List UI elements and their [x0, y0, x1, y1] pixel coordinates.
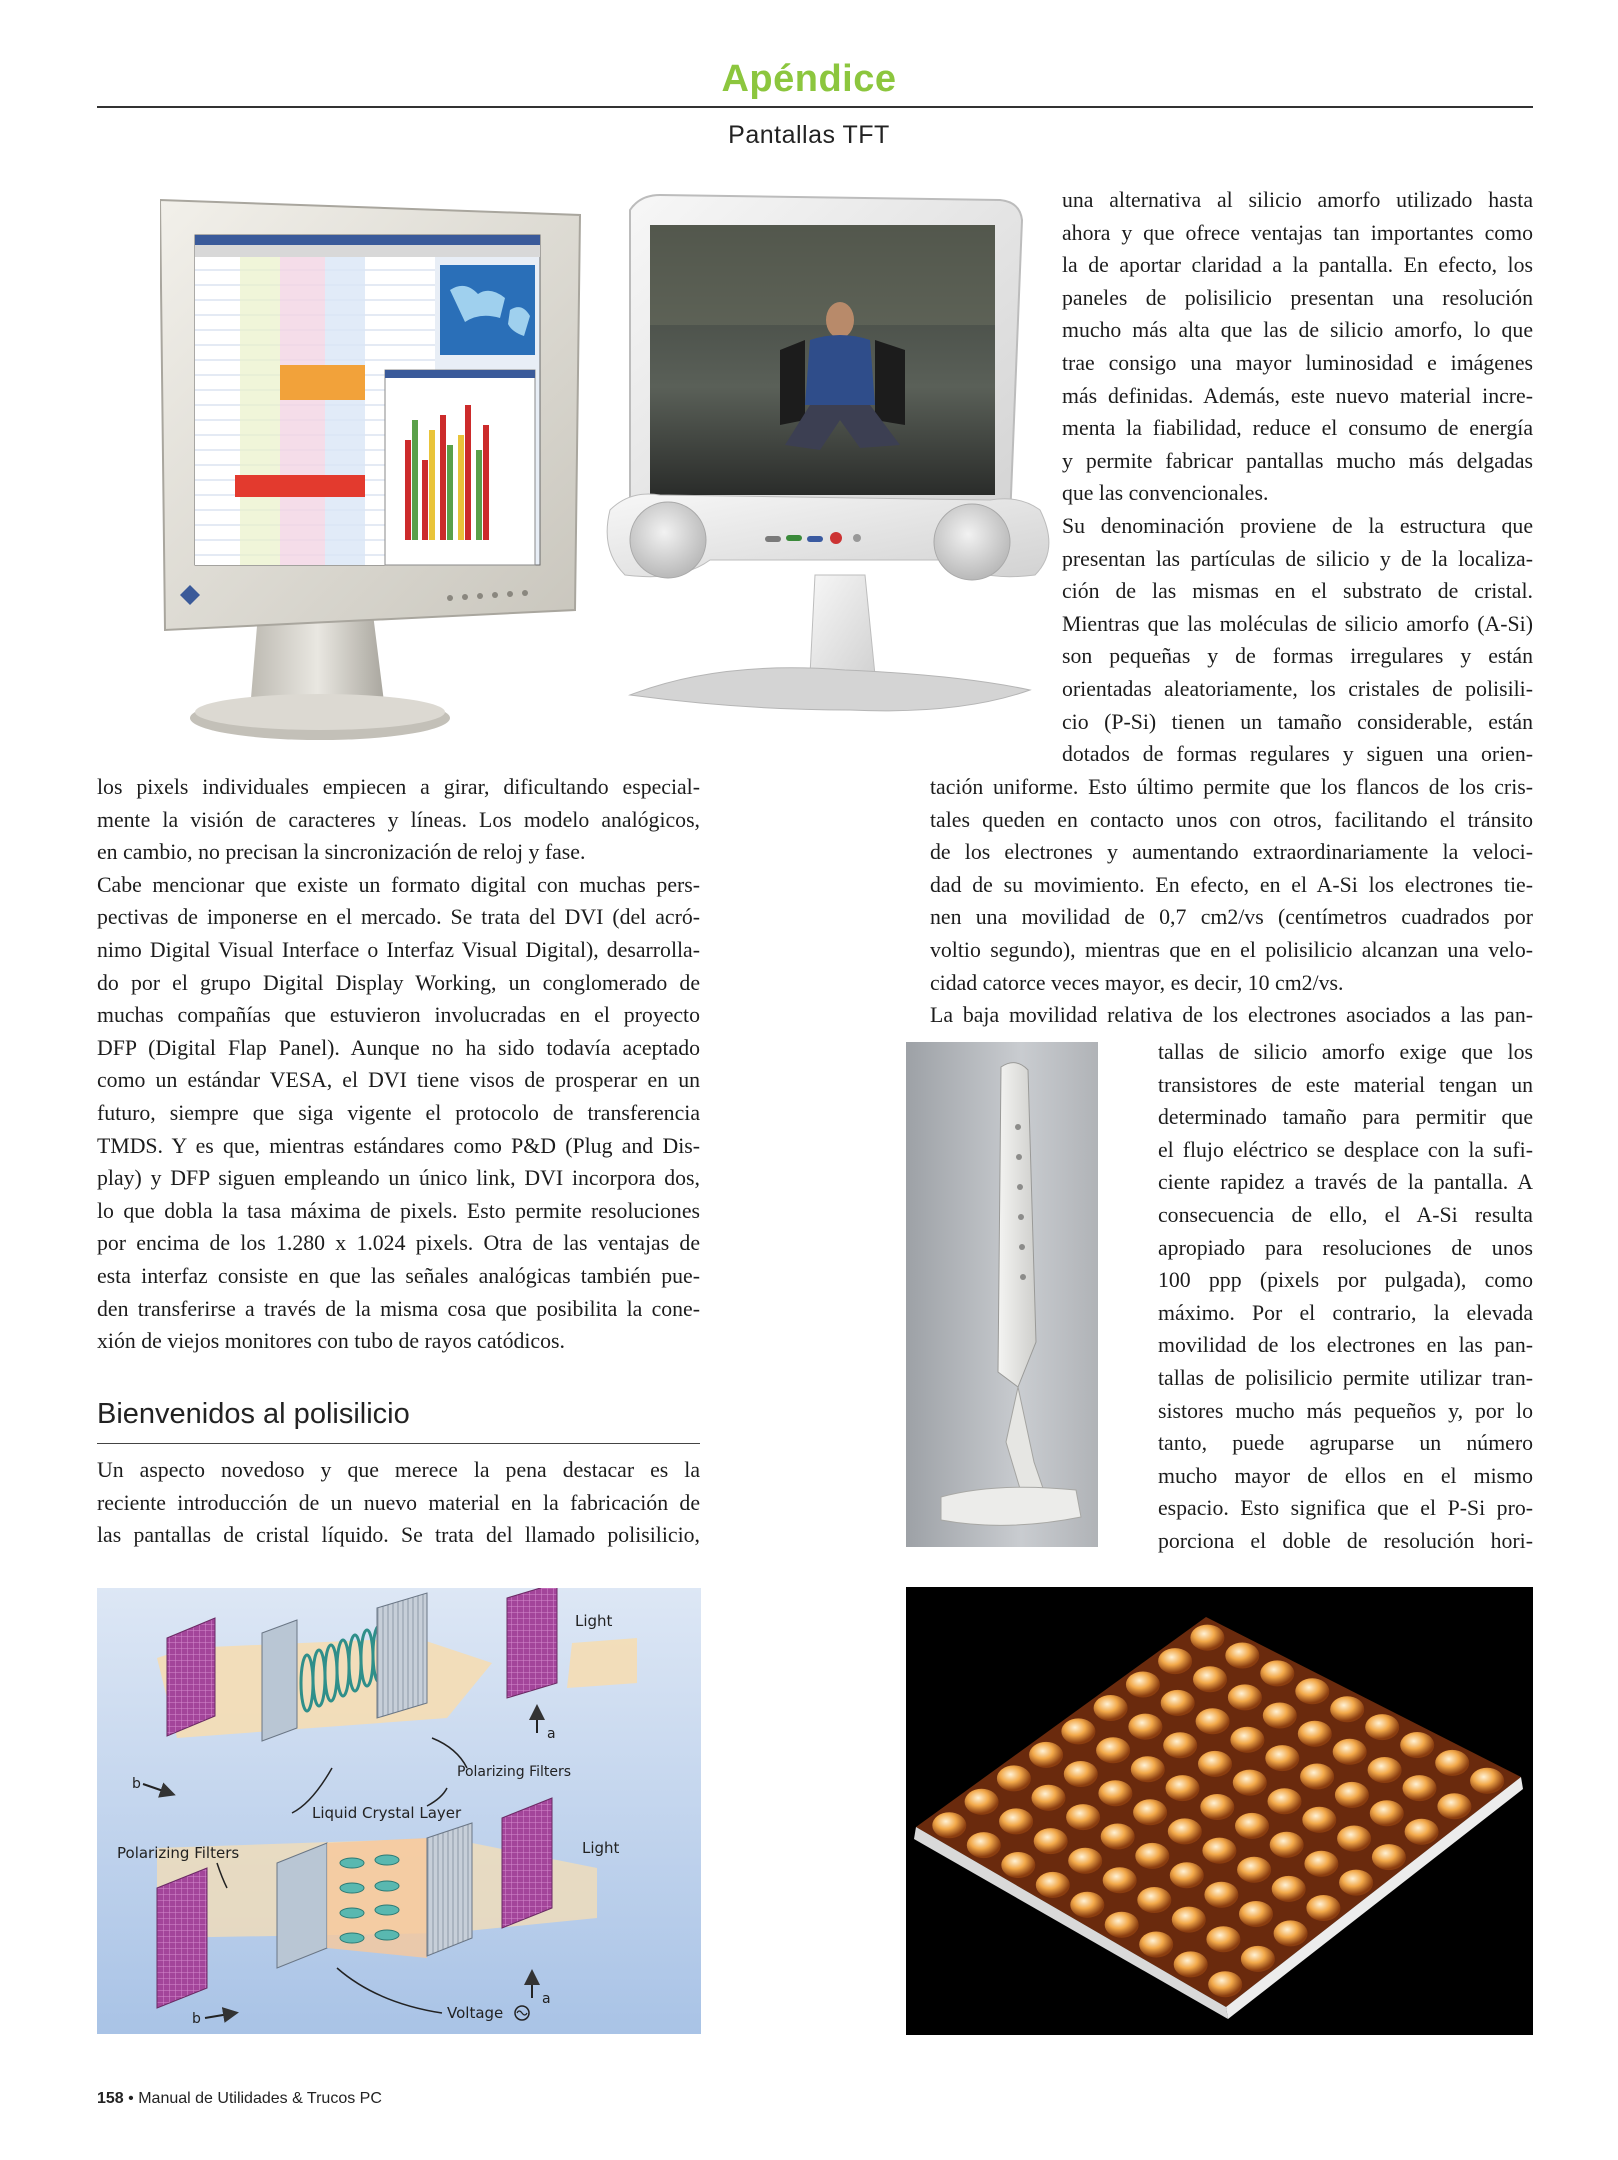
label-polarizing-filters-left: Polarizing Filters [117, 1844, 240, 1862]
monitors-photo [160, 190, 1060, 750]
surface-bump [1237, 1857, 1271, 1883]
text-line: reciente introducción de un nuevo material en la fabricación de [97, 1490, 700, 1515]
surface-bump [1131, 1756, 1165, 1782]
text-line: voltio segundo), mientras que en el polisilicio alcanzan una velo- [930, 937, 1533, 962]
text-line: 100 ppp (pixels por pulgada), como [1158, 1268, 1533, 1293]
label-b-top: b [132, 1776, 141, 1792]
text-line: lo que dobla la tasa máxima de pixels. Esto permite resoluciones [97, 1198, 700, 1223]
surface-bump [1298, 1721, 1332, 1747]
surface-bump [1126, 1672, 1160, 1698]
surface-bump [1174, 1951, 1208, 1977]
polysilicon-surface-image [906, 1587, 1533, 2035]
surface-bump [1190, 1625, 1224, 1651]
text-line: mucho mayor de ellos en el mismo [1158, 1463, 1533, 1488]
footer-bullet: • [128, 2090, 134, 2107]
label-a-bottom: a [542, 1991, 551, 2007]
text-line: den transferirse a través de la misma cosa que posibilita la cone- [97, 1296, 700, 1321]
text-line: ción de las mismas en el substrato de cristal. [1062, 579, 1533, 604]
surface-bump [1061, 1718, 1095, 1744]
surface-bump [1206, 1926, 1240, 1952]
text-line: como un estándar VESA, el DVI tiene visos de prosperar en un [97, 1068, 700, 1093]
surface-bump [1225, 1643, 1259, 1669]
text-line: xión de viejos monitores con tubo de rayos catódicos. [97, 1329, 565, 1354]
text-line: en cambio, no precisan la sincronización de reloj y fase. [97, 840, 586, 865]
surface-bump [1158, 1648, 1192, 1674]
surface-bump [1202, 1838, 1236, 1864]
text-line: menta la fiabilidad, reduce el consumo de energía [1062, 416, 1533, 441]
text-line: las pantallas de cristal líquido. Se trata del llamado polisilicio, [97, 1523, 700, 1548]
surface-bump [1208, 1971, 1242, 1997]
surface-bump [1372, 1844, 1406, 1870]
text-line: mucho más alta que las de silicio amorfo, lo que [1062, 318, 1533, 343]
surface-bump [1064, 1761, 1098, 1787]
text-line: tación uniforme. Esto último permite que los flancos de los cris- [930, 775, 1533, 799]
surface-bump [1193, 1666, 1227, 1692]
text-line: nen una movilidad de 0,7 cm2/vs (centímetros cuadrados por [930, 905, 1533, 930]
surface-bump [967, 1832, 1001, 1858]
surface-bump [1470, 1768, 1504, 1794]
text-line: play) y DFP siguen empleando un único link, DVI incorpora dos, [97, 1166, 700, 1191]
text-line: la de aportar claridad a la pantalla. En efecto, los [1062, 253, 1533, 278]
text-line: Mientras que las moléculas de silicio amorfo (A-Si) [1062, 611, 1533, 636]
text-line: DFP (Digital Flap Panel). Aunque no ha sido todavía aceptado [97, 1035, 700, 1060]
surface-bump [1263, 1703, 1297, 1729]
surface-bump [1135, 1843, 1169, 1869]
text-line: esta interfaz consiste en que las señales analógicas también pue- [97, 1263, 700, 1288]
surface-bump [1133, 1799, 1167, 1825]
surface-bump [1268, 1788, 1302, 1814]
surface-bump [1435, 1750, 1469, 1776]
text-line: La baja movilidad relativa de los electrones asociados a las pan- [930, 1003, 1533, 1028]
text-line: nimo Digital Visual Interface o Interfaz Visual Digital), desarrolla- [97, 937, 700, 962]
section-intro-text [97, 1454, 700, 1552]
text-line: tallas de polisilicio permite utilizar tran- [1158, 1365, 1533, 1390]
text-line: dad de su movimiento. En efecto, en el A-Si los electrones tie- [930, 872, 1533, 897]
surface-bump [1170, 1862, 1204, 1888]
surface-bump [1001, 1852, 1035, 1878]
surface-bump [1370, 1800, 1404, 1826]
surface-bump [1096, 1737, 1130, 1763]
text-line: son pequeñas y de formas irregulares y están [1062, 644, 1533, 669]
lcd-layers-diagram [97, 1588, 701, 2034]
surface-bump [1029, 1742, 1063, 1768]
surface-bump [1066, 1804, 1100, 1830]
surface-bump [1272, 1876, 1306, 1902]
label-voltage: Voltage [447, 2004, 504, 2022]
text-line: determinado tamaño para permitir que [1158, 1105, 1533, 1130]
publication-title: Manual de Utilidades & Trucos PC [138, 2090, 382, 2107]
right-column-top-text [1062, 184, 1533, 771]
label-light-right: Light [582, 1839, 620, 1857]
text-line: más definidas. Además, este nuevo material incre- [1062, 383, 1533, 408]
left-column-text [97, 771, 700, 1358]
surface-bump [1196, 1708, 1230, 1734]
page-footer [97, 2090, 382, 2108]
text-line: cio (P-Si) tienen un tamaño considerable, están [1062, 709, 1533, 734]
text-line: dotados de formas regulares y siguen una orien- [1062, 742, 1533, 767]
surface-bump [1101, 1824, 1135, 1850]
text-line: cidad catorce veces mayor, es decir, 10 cm2/vs. [930, 970, 1344, 995]
text-line: movilidad de los electrones en las pan- [1158, 1333, 1533, 1358]
surface-bump [1437, 1793, 1471, 1819]
label-liquid-crystal-layer: Liquid Crystal Layer [312, 1804, 462, 1822]
surface-bump [1405, 1819, 1439, 1845]
text-line: futuro, siempre que siga vigente el protocolo de transferencia [97, 1100, 700, 1125]
text-line: ciente rapidez a través de la pantalla. A [1158, 1170, 1533, 1195]
text-line: porciona el doble de resolución hori- [1158, 1528, 1533, 1553]
surface-bump [1068, 1848, 1102, 1874]
surface-bump [999, 1808, 1033, 1834]
surface-bump [1137, 1887, 1171, 1913]
right-column-low-text [1158, 1036, 1533, 1558]
text-line: transistores de este material tengan un [1158, 1072, 1533, 1097]
surface-bump [1330, 1696, 1364, 1722]
surface-bump [1270, 1832, 1304, 1858]
surface-bump [1098, 1780, 1132, 1806]
surface-bump [1200, 1794, 1234, 1820]
text-line: muchas compañías que estuvieron involucradas en el proyecto [97, 1003, 700, 1028]
surface-bump [1300, 1764, 1334, 1790]
section-title: Apéndice [721, 58, 897, 100]
surface-bump [1241, 1946, 1275, 1972]
text-line: tallas de silicio amorfo exige que los [1158, 1040, 1533, 1064]
surface-bump [1139, 1932, 1173, 1958]
surface-bump [997, 1765, 1031, 1791]
surface-bump [1400, 1732, 1434, 1758]
surface-bump [1335, 1782, 1369, 1808]
label-a-top: a [547, 1726, 556, 1742]
text-line: máximo. Por el contrario, la elevada [1158, 1300, 1533, 1325]
label-b-bottom: b [192, 2011, 201, 2027]
surface-bump [1265, 1745, 1299, 1771]
text-line: el flujo eléctrico se desplace con la sufi- [1158, 1137, 1533, 1162]
surface-bump [1230, 1727, 1264, 1753]
surface-bump [1094, 1695, 1128, 1721]
text-line: espacio. Esto significa que el P-Si pro- [1158, 1496, 1533, 1521]
section-heading: Bienvenidos al polisilicio [97, 1398, 410, 1430]
surface-bump [1333, 1739, 1367, 1765]
text-line: do por el grupo Digital Display Working, un conglomerado de [97, 970, 700, 995]
surface-bump [1339, 1870, 1373, 1896]
text-line: ahora y que ofrece ventajas tan importantes como [1062, 220, 1533, 245]
surface-bump [1036, 1872, 1070, 1898]
surface-bump [1306, 1895, 1340, 1921]
surface-bump [1103, 1867, 1137, 1893]
page-number: 158 [97, 2090, 124, 2107]
surface-bump [1368, 1757, 1402, 1783]
text-line: y permite fabricar pantallas mucho más delgadas [1062, 448, 1533, 473]
surface-bump [1172, 1907, 1206, 1933]
label-light-top: Light [575, 1612, 613, 1630]
text-line: que las convencionales. [1062, 481, 1269, 506]
text-line: por encima de los 1.280 x 1.024 pixels. Otra de las ventajas de [97, 1231, 700, 1256]
surface-bump [1233, 1770, 1267, 1796]
thin-monitor-photo [906, 1042, 1098, 1547]
text-line: mente la visión de caracteres y líneas. Los modelo analógicos, [97, 807, 700, 832]
surface-bump [1274, 1920, 1308, 1946]
text-line: trae consigo una mayor luminosidad e imágenes [1062, 350, 1533, 375]
surface-bump [1228, 1684, 1262, 1710]
text-line: presentan las partículas de silicio y de la localiza- [1062, 546, 1533, 571]
text-line: tales queden en contacto unos con otros, facilitando el tránsito [930, 807, 1533, 832]
surface-bump [1235, 1813, 1269, 1839]
surface-bump [1302, 1807, 1336, 1833]
surface-bump [1198, 1751, 1232, 1777]
text-line: tanto, puede agruparse un número [1158, 1431, 1533, 1456]
text-line: Un aspecto novedoso y que merece la pena destacar es la [97, 1458, 700, 1482]
label-polarizing-filters-right: Polarizing Filters [457, 1764, 572, 1780]
text-line: consecuencia de ello, el A-Si resulta [1158, 1202, 1533, 1227]
surface-bump [1034, 1828, 1068, 1854]
surface-bump [1260, 1660, 1294, 1686]
text-line: orientadas aleatoriamente, los cristales de polisili- [1062, 676, 1533, 701]
text-line: Su denominación proviene de la estructura que [1062, 513, 1533, 538]
surface-bump [1105, 1912, 1139, 1938]
surface-bump [1403, 1775, 1437, 1801]
text-line: de los electrones y aumentando extraordinariamente la veloci- [930, 840, 1533, 865]
surface-bump [1163, 1732, 1197, 1758]
surface-bump [1295, 1678, 1329, 1704]
surface-bump [1070, 1892, 1104, 1918]
text-line: sistores mucho más pequeños y, por lo [1158, 1398, 1533, 1423]
surface-bump [1304, 1851, 1338, 1877]
header-rule [97, 106, 1533, 108]
surface-bump [1161, 1690, 1195, 1716]
surface-bump [1337, 1826, 1371, 1852]
text-line: una alternativa al silicio amorfo utilizado hasta [1062, 188, 1533, 212]
surface-bump [1166, 1775, 1200, 1801]
surface-bump [932, 1812, 966, 1838]
surface-bump [1365, 1714, 1399, 1740]
surface-bump [1204, 1882, 1238, 1908]
surface-bump [1128, 1714, 1162, 1740]
text-line: paneles de polisilicio presentan una resolución [1062, 285, 1533, 310]
text-line: TMDS. Y es que, mientras estándares como P&D (Plug and Dis- [97, 1133, 700, 1158]
surface-bump [1239, 1901, 1273, 1927]
text-line: pectivas de imponerse en el mercado. Se trata del DVI (del acró- [97, 905, 700, 930]
text-line: Cabe mencionar que existe un formato digital con muchas pers- [97, 872, 700, 897]
text-line: los pixels individuales empiecen a girar, dificultando especial- [97, 775, 700, 799]
right-column-mid-text [930, 771, 1533, 1032]
surface-bump [1032, 1785, 1066, 1811]
heading-rule [97, 1443, 700, 1444]
text-line: apropiado para resoluciones de unos [1158, 1235, 1533, 1260]
surface-bump [965, 1789, 999, 1815]
surface-bump [1168, 1818, 1202, 1844]
section-subtitle: Pantallas TFT [728, 121, 890, 149]
